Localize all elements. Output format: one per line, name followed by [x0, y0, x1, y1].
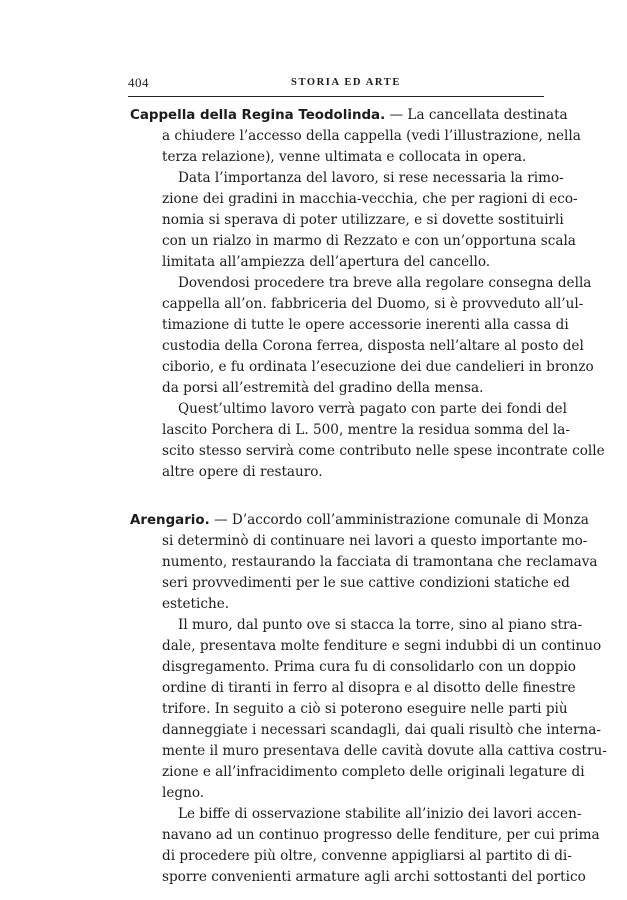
paragraph-line: Data l’importanza del lavoro, si rese necessaria la rimo- [178, 170, 564, 186]
paragraph-line: sporre convenienti armature agli archi sottostanti del portico [162, 869, 586, 885]
section-heading: Cappella della Regina Teodolinda. [130, 108, 386, 123]
paragraph-line: ciborio, e fu ordinata l’esecuzione dei due candelieri in bronzo [162, 359, 594, 375]
paragraph-line: nomia si sperava di poter utilizzare, e si dovette sostituirli [162, 212, 564, 228]
paragraph-line: Il muro, dal punto ove si stacca la torre, sino al piano stra- [178, 617, 583, 633]
paragraph-line: custodia della Corona ferrea, disposta nell’altare al posto del [162, 338, 584, 354]
paragraph-line: scito stesso servirà come contributo nelle spese incontrate colle [162, 443, 605, 459]
page-number: 404 [128, 75, 149, 90]
paragraph-line: estetiche. [162, 596, 230, 612]
paragraph-line: disgregamento. Prima cura fu di consolidarlo con un doppio [162, 659, 576, 675]
paragraph-line: Le biffe di osservazione stabilite all’inizio dei lavori accen- [178, 806, 582, 822]
paragraph-line: terza relazione), venne ultimata e collocata in opera. [162, 149, 527, 165]
paragraph-line: seri provvedimenti per le sue cattive condizioni statiche ed [162, 575, 570, 591]
paragraph-line: limitata all’ampiezza dell’apertura del cancello. [162, 254, 491, 270]
header-rule [128, 96, 544, 97]
paragraph-line: zione e all’infracidimento completo delle originali legature di [162, 764, 585, 780]
paragraph-line: timazione di tutte le opere accessorie inerenti alla cassa di [162, 317, 569, 333]
paragraph-line: zione dei gradini in macchia-vecchia, che per ragioni di eco- [162, 191, 578, 207]
paragraph-line: Quest’ultimo lavoro verrà pagato con parte dei fondi del [178, 401, 567, 417]
paragraph-line: altre opere di restauro. [162, 464, 323, 480]
paragraph-line: a chiudere l’accesso della cappella (vedi l’illustrazione, nella [162, 128, 581, 144]
heading-continuation: — D’accordo coll’amministrazione comunale di Monza [214, 512, 589, 528]
paragraph-line: cappella all’on. fabbriceria del Duomo, si è provveduto all’ul- [162, 296, 584, 312]
paragraph-line: da porsi all’estremità del gradino della mensa. [162, 380, 484, 396]
paragraph-line: legno. [162, 785, 205, 801]
paragraph-line: ordine di tiranti in ferro al disopra e al disotto delle finestre [162, 680, 576, 696]
paragraph-line: danneggiate i necessari scandagli, dai quali risultò che interna- [162, 722, 601, 738]
paragraph-line: trifore. In seguito a ciò si poterono eseguire nelle parti più [162, 701, 568, 717]
paragraph-line: lascito Porchera di L. 500, mentre la residua somma del la- [162, 422, 570, 438]
paragraph-line: si determinò di continuare nei lavori a questo importante mo- [162, 533, 588, 549]
heading-continuation: — La cancellata destinata [389, 107, 568, 123]
paragraph-line: numento, restaurando la facciata di tramontana che reclamava [162, 554, 598, 570]
running-head: STORIA ED ARTE [291, 77, 401, 88]
paragraph-line: dale, presentava molte fenditure e segni indubbi di un continuo [162, 638, 602, 654]
paragraph-line: di procedere più oltre, convenne appigliarsi al partito di di- [162, 848, 572, 864]
paragraph-line: Dovendosi procedere tra breve alla regolare consegna della [178, 275, 592, 291]
paragraph-line [130, 510, 589, 531]
paragraph-line: navano ad un continuo progresso delle fenditure, per cui prima [162, 827, 600, 843]
paragraph-line [130, 105, 568, 126]
paragraph-line: mente il muro presentava delle cavità dovute alla cattiva costru- [162, 743, 607, 759]
paragraph-line: con un rialzo in marmo di Rezzato e con un’opportuna scala [162, 233, 576, 249]
section-heading: Arengario. [130, 513, 210, 528]
